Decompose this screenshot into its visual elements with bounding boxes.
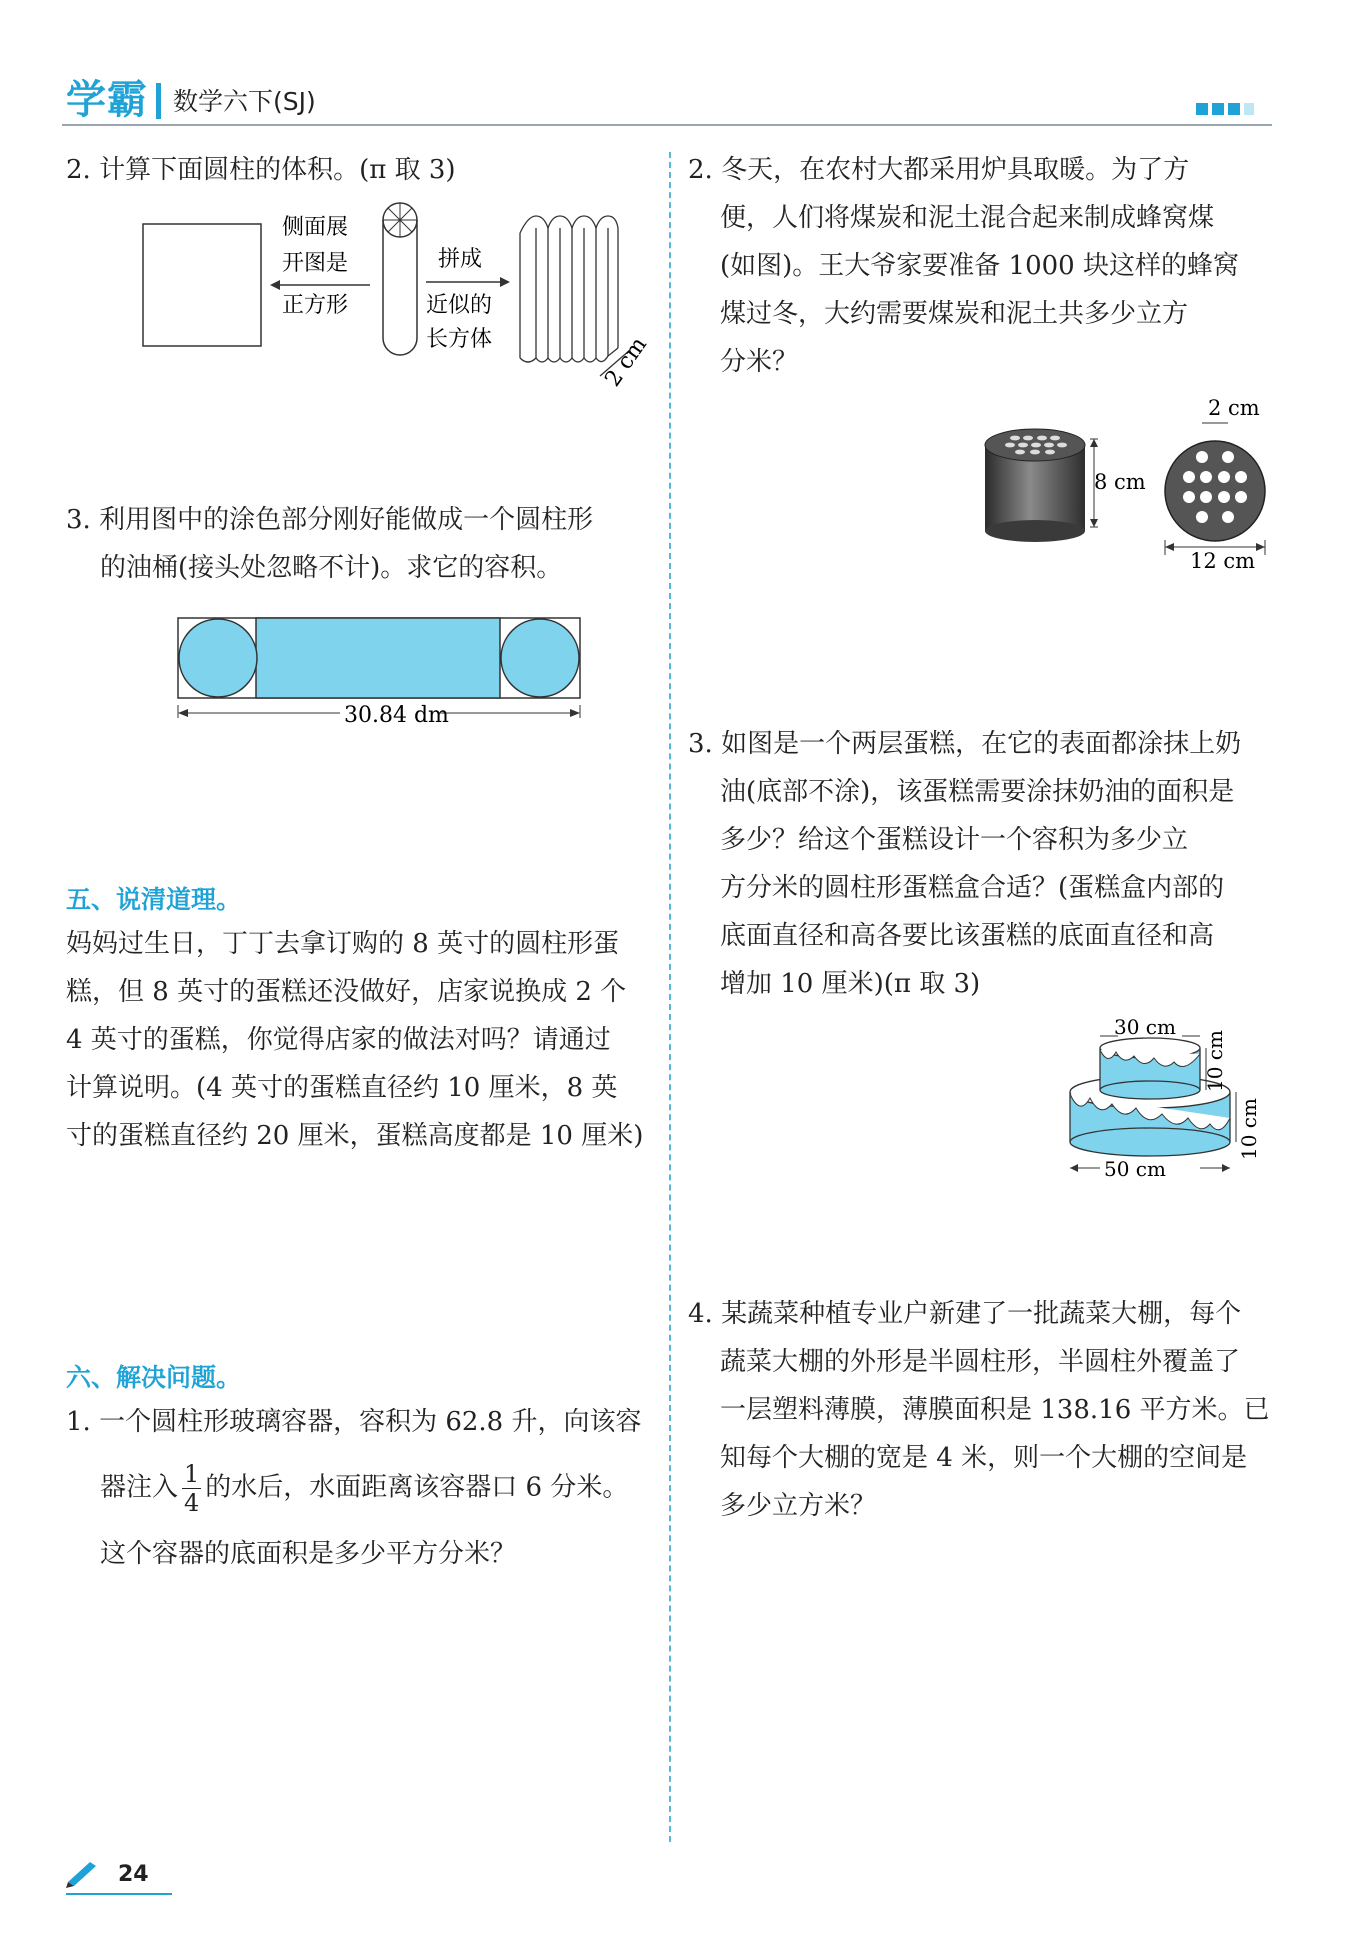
header-rule [62,124,1272,126]
footer-rule [66,1893,172,1895]
right-q3-line5: 底面直径和高各要比该蛋糕的底面直径和高 [720,921,1215,951]
brand-logo [66,78,316,122]
right-q4-line4: 知每个大棚的宽是 4 米，则一个大棚的空间是 [720,1443,1248,1473]
top-height: 10 cm [1203,1030,1227,1092]
coal-diameter: 12 cm [1190,549,1256,570]
left-q3-line1: 3. 利用图中的涂色部分刚好能做成一个圆柱形 [66,505,594,535]
dim-2cm: 2 cm [600,332,652,392]
top-diameter: 30 cm [1114,1015,1176,1039]
s6-line3: 这个容器的底面积是多少平方分米？ [100,1539,517,1569]
right-q2-line3: (如图)。王大爷家要准备 1000 块这样的蜂窝 [720,251,1239,281]
label-a-2: 开图是 [282,251,349,276]
two-layer-cake-figure [1060,1010,1280,1190]
header-squares-icon [1196,103,1254,115]
column-divider [669,152,671,1842]
coal-height: 8 cm [1094,470,1146,494]
s5-line3: 4 英寸的蛋糕，你觉得店家的做法对吗？请通过 [66,1025,611,1055]
left-q2-text: 2. 计算下面圆柱的体积。(π 取 3) [66,155,456,185]
label-b-1: 拼成 [438,247,483,272]
right-q3-line2: 油(底部不涂)，该蛋糕需要涂抹奶油的面积是 [720,777,1235,807]
label-b-2: 近似的 [426,293,493,318]
s6-line2-a: 器注入 [100,1472,179,1503]
right-q4-line5: 多少立方米？ [720,1491,877,1521]
logo-divider [156,83,161,119]
hole-diameter: 2 cm [1208,396,1260,420]
right-q2-line4: 煤过冬，大约需要煤炭和泥土共多少立方 [720,299,1189,329]
cylinder-volume-figure [130,198,670,398]
label-b-3: 长方体 [426,327,493,352]
dim-30-84: 30.84 dm [344,703,449,728]
s6-line2-b: 的水后，水面距离该容器口 6 分米。 [205,1472,629,1503]
s6-line2 [100,1460,628,1517]
left-q3-line2: 的油桶(接头处忽略不计)。求它的容积。 [100,553,563,583]
fraction-numerator: 1 [184,1460,200,1488]
s5-line2: 糕，但 8 英寸的蛋糕还没做好，店家说换成 2 个 [66,977,627,1007]
right-q3-line3: 多少？给这个蛋糕设计一个容积为多少立 [720,825,1189,855]
right-q4-line1: 4. 某蔬菜种植专业户新建了一批蔬菜大棚，每个 [688,1299,1242,1329]
oil-drum-figure [170,610,590,730]
right-q4-line3: 一层塑料薄膜，薄膜面积是 138.16 平方米。已 [720,1395,1270,1425]
pencil-icon [66,1862,102,1888]
label-a-3: 正方形 [282,293,349,318]
s5-line5: 寸的蛋糕直径约 20 厘米，蛋糕高度都是 10 厘米) [66,1121,644,1151]
s5-line4: 计算说明。(4 英寸的蛋糕直径约 10 厘米，8 英 [66,1073,618,1103]
honeycomb-coal-figure [980,395,1280,570]
right-q3-line1: 3. 如图是一个两层蛋糕，在它的表面都涂抹上奶 [688,729,1242,759]
bottom-height: 10 cm [1237,1098,1261,1160]
section-5-heading: 五、说清道理。 [66,885,242,914]
right-q3-line6: 增加 10 厘米)(π 取 3) [720,969,981,999]
bottom-diameter: 50 cm [1104,1157,1166,1181]
right-q4-line2: 蔬菜大棚的外形是半圆柱形，半圆柱外覆盖了 [720,1347,1241,1377]
s6-line1: 1. 一个圆柱形玻璃容器，容积为 62.8 升，向该容 [66,1407,642,1437]
logo-text: 学霸 [66,77,148,123]
fraction-denominator: 4 [184,1489,200,1517]
s5-line1: 妈妈过生日，丁丁去拿订购的 8 英寸的圆柱形蛋 [66,929,620,959]
right-q2-line1: 2. 冬天，在农村大都采用炉具取暖。为了方 [688,155,1190,185]
book-subject: 数学六下(SJ) [173,87,316,116]
label-a-1: 侧面展 [282,215,349,240]
right-q2-line5: 分米？ [720,347,799,377]
fraction [182,1460,201,1517]
right-q2-line2: 便，人们将煤炭和泥土混合起来制成蜂窝煤 [720,203,1215,233]
page-number: 24 [118,1862,149,1887]
section-6-heading: 六、解决问题。 [66,1363,242,1392]
right-q3-line4: 方分米的圆柱形蛋糕盒合适？(蛋糕盒内部的 [720,873,1225,903]
